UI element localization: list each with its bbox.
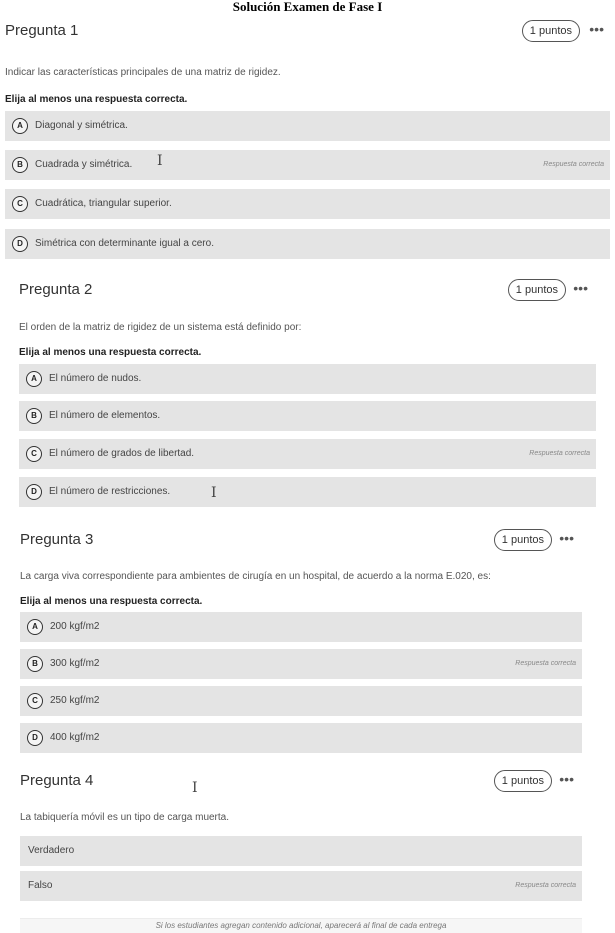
answer-option-a[interactable] <box>5 111 610 141</box>
question-title: Pregunta 1 <box>5 22 79 39</box>
option-text: El número de grados de libertad. <box>49 448 195 459</box>
option-text: 200 kgf/m2 <box>50 621 100 632</box>
additional-content-footer <box>20 918 582 933</box>
question-instruction: Elija al menos una respuesta correcta. <box>5 94 188 105</box>
option-text: 300 kgf/m2 <box>50 658 100 669</box>
option-text: Simétrica con determinante igual a cero. <box>35 238 214 249</box>
option-text: 250 kgf/m2 <box>50 695 100 706</box>
answer-option-false[interactable] <box>20 871 582 901</box>
answer-option-c[interactable] <box>19 439 596 469</box>
option-letter-badge: C <box>12 196 28 212</box>
answer-option-b[interactable] <box>19 401 596 431</box>
question-1 <box>5 20 610 265</box>
answer-option-b[interactable] <box>5 150 610 180</box>
more-options-icon[interactable]: ••• <box>559 771 574 787</box>
option-text: Cuadrada y simétrica. <box>35 159 133 170</box>
document-title: Solución Examen de Fase I <box>232 0 383 14</box>
option-text: El número de restricciones. <box>49 486 171 497</box>
option-text: 400 kgf/m2 <box>50 732 100 743</box>
option-letter-badge: A <box>27 619 43 635</box>
answer-option-a[interactable] <box>20 612 582 642</box>
option-letter-badge: D <box>12 236 28 252</box>
option-letter-badge: B <box>12 157 28 173</box>
option-text: Cuadrática, triangular superior. <box>35 198 172 209</box>
question-title: Pregunta 3 <box>20 531 94 548</box>
points-badge: 1 puntos <box>508 279 566 301</box>
option-text: Falso <box>28 880 53 891</box>
question-header <box>19 279 596 301</box>
question-2 <box>19 279 596 511</box>
correct-answer-label: Respuesta correcta <box>543 161 604 168</box>
footer-text: Si los estudiantes agregan contenido adicional, aparecerá al final de cada entrega <box>155 921 447 930</box>
question-header <box>5 20 610 42</box>
more-options-icon[interactable]: ••• <box>589 21 604 37</box>
option-letter-badge: D <box>27 730 43 746</box>
question-3 <box>20 529 582 754</box>
correct-answer-label: Respuesta correcta <box>515 660 576 667</box>
option-letter-badge: A <box>26 371 42 387</box>
option-letter-badge: B <box>27 656 43 672</box>
answer-option-d[interactable] <box>5 229 610 259</box>
correct-answer-label: Respuesta correcta <box>515 882 576 889</box>
option-letter-badge: C <box>26 446 42 462</box>
answer-option-d[interactable] <box>19 477 596 507</box>
points-badge: 1 puntos <box>522 20 580 42</box>
question-text: La tabiquería móvil es un tipo de carga muerta. <box>20 812 230 823</box>
answer-option-d[interactable] <box>20 723 582 753</box>
answer-option-c[interactable] <box>20 686 582 716</box>
question-4 <box>20 770 582 902</box>
more-options-icon[interactable]: ••• <box>573 280 588 296</box>
answer-option-c[interactable] <box>5 189 610 219</box>
option-letter-badge: B <box>26 408 42 424</box>
option-letter-badge: C <box>27 693 43 709</box>
option-text: El número de nudos. <box>49 373 142 384</box>
option-letter-badge: D <box>26 484 42 500</box>
question-title: Pregunta 2 <box>19 281 93 298</box>
option-letter-badge: A <box>12 118 28 134</box>
question-text: El orden de la matriz de rigidez de un sistema está definido por: <box>19 322 302 333</box>
text-cursor-icon: I <box>211 485 217 501</box>
question-instruction: Elija al menos una respuesta correcta. <box>20 596 203 607</box>
question-header <box>20 529 582 551</box>
question-title: Pregunta 4 <box>20 772 94 789</box>
question-text: La carga viva correspondiente para ambientes de cirugía en un hospital, de acuerdo a la norma E.020, es: <box>20 571 491 582</box>
question-header <box>20 770 582 792</box>
answer-option-true[interactable] <box>20 836 582 866</box>
question-text: Indicar las características principales de una matriz de rigidez. <box>5 67 281 78</box>
option-text: Verdadero <box>28 845 75 856</box>
points-badge: 1 puntos <box>494 529 552 551</box>
text-cursor-icon: I <box>157 153 163 169</box>
option-text: Diagonal y simétrica. <box>35 120 128 131</box>
answer-option-a[interactable] <box>19 364 596 394</box>
option-text: El número de elementos. <box>49 410 161 421</box>
more-options-icon[interactable]: ••• <box>559 530 574 546</box>
question-instruction: Elija al menos una respuesta correcta. <box>19 347 202 358</box>
points-badge: 1 puntos <box>494 770 552 792</box>
text-cursor-icon: I <box>192 780 198 796</box>
correct-answer-label: Respuesta correcta <box>529 450 590 457</box>
answer-option-b[interactable] <box>20 649 582 679</box>
